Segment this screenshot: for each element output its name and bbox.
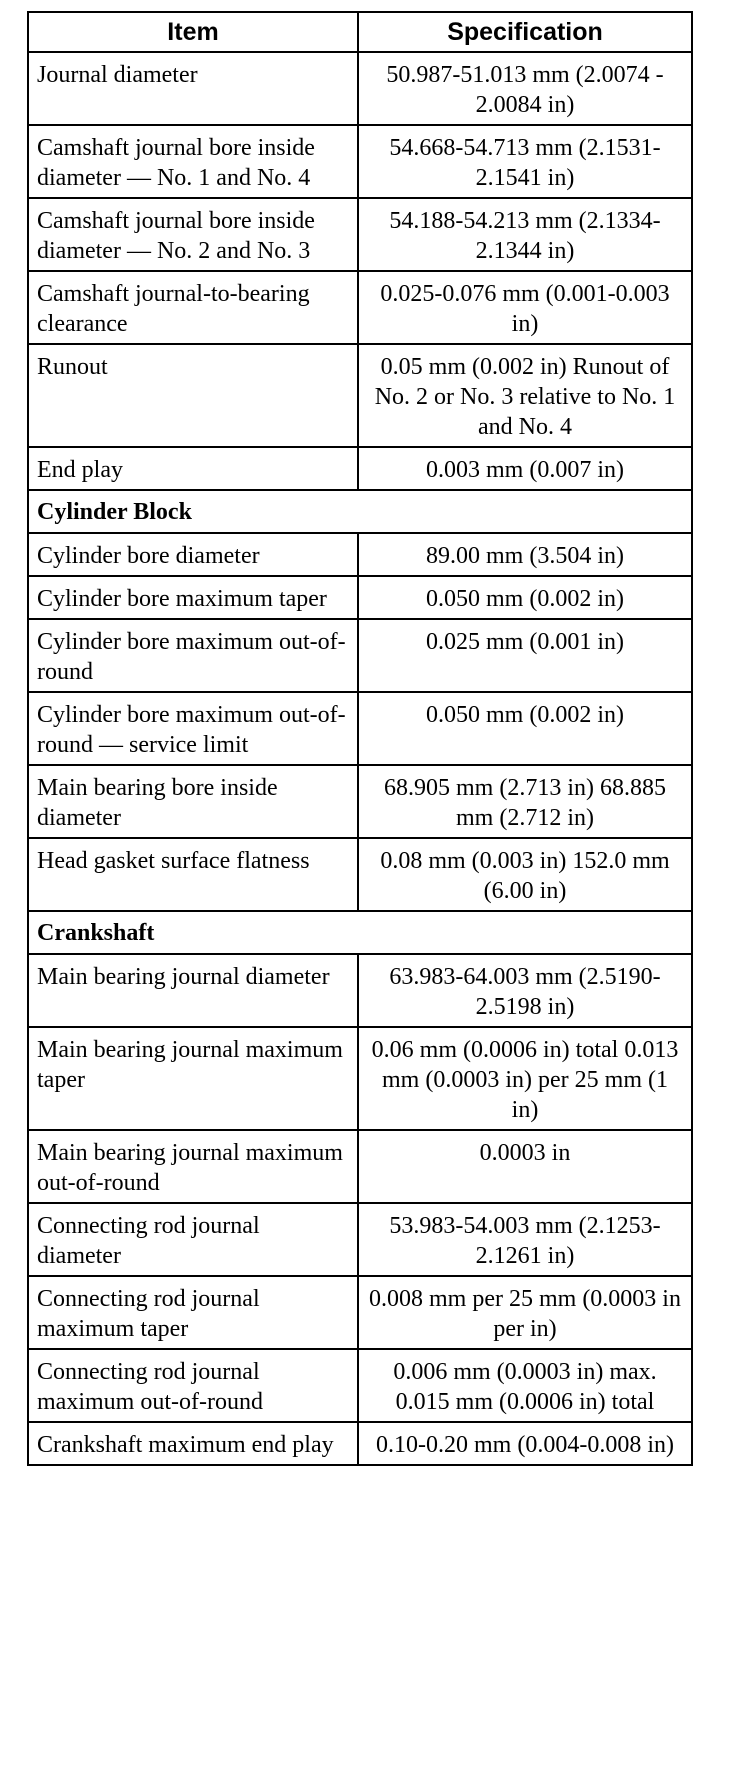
item-cell: Cylinder bore maximum out-of-round xyxy=(28,619,358,692)
table-row xyxy=(28,271,692,344)
item-cell: Main bearing bore inside diameter xyxy=(28,765,358,838)
section-header-row xyxy=(28,911,692,954)
specification-cell: 0.0003 in xyxy=(358,1130,692,1203)
table-row xyxy=(28,1276,692,1349)
table-row xyxy=(28,765,692,838)
table-row xyxy=(28,447,692,490)
specification-cell: 89.00 mm (3.504 in) xyxy=(358,533,692,576)
table-row xyxy=(28,1422,692,1465)
item-cell: Connecting rod journal maximum out-of-round xyxy=(28,1349,358,1422)
item-cell: Camshaft journal-to-bearing clearance xyxy=(28,271,358,344)
specification-cell: 0.08 mm (0.003 in) 152.0 mm (6.00 in) xyxy=(358,838,692,911)
specification-cell: 0.006 mm (0.0003 in) max. 0.015 mm (0.0006 in) total xyxy=(358,1349,692,1422)
item-cell: Crankshaft maximum end play xyxy=(28,1422,358,1465)
table-row xyxy=(28,576,692,619)
specification-cell: 0.050 mm (0.002 in) xyxy=(358,576,692,619)
specification-cell: 0.050 mm (0.002 in) xyxy=(358,692,692,765)
item-cell: Camshaft journal bore inside diameter — No. 2 and No. 3 xyxy=(28,198,358,271)
item-cell: Cylinder bore maximum taper xyxy=(28,576,358,619)
item-cell: Main bearing journal maximum out-of-round xyxy=(28,1130,358,1203)
item-cell: Cylinder bore maximum out-of-round — service limit xyxy=(28,692,358,765)
specification-cell: 68.905 mm (2.713 in) 68.885 mm (2.712 in) xyxy=(358,765,692,838)
specification-cell: 0.025-0.076 mm (0.001-0.003 in) xyxy=(358,271,692,344)
table-row xyxy=(28,198,692,271)
item-cell: Cylinder bore diameter xyxy=(28,533,358,576)
table-row xyxy=(28,838,692,911)
item-cell: Camshaft journal bore inside diameter — No. 1 and No. 4 xyxy=(28,125,358,198)
table-row xyxy=(28,954,692,1027)
item-cell: Head gasket surface flatness xyxy=(28,838,358,911)
table-row xyxy=(28,1203,692,1276)
specification-cell: 53.983-54.003 mm (2.1253-2.1261 in) xyxy=(358,1203,692,1276)
specification-cell: 0.025 mm (0.001 in) xyxy=(358,619,692,692)
specification-cell: 0.003 mm (0.007 in) xyxy=(358,447,692,490)
specification-cell: 54.668-54.713 mm (2.1531-2.1541 in) xyxy=(358,125,692,198)
specification-cell: 63.983-64.003 mm (2.5190-2.5198 in) xyxy=(358,954,692,1027)
item-cell: Main bearing journal diameter xyxy=(28,954,358,1027)
section-title: Crankshaft xyxy=(28,911,692,954)
specification-cell: 0.05 mm (0.002 in) Runout of No. 2 or No. 3 relative to No. 1 and No. 4 xyxy=(358,344,692,447)
item-cell: Journal diameter xyxy=(28,52,358,125)
table-row xyxy=(28,1349,692,1422)
item-cell: End play xyxy=(28,447,358,490)
table-row xyxy=(28,533,692,576)
item-column-header: Item xyxy=(28,12,358,52)
table-row xyxy=(28,692,692,765)
specification-cell: 0.008 mm per 25 mm (0.0003 in per in) xyxy=(358,1276,692,1349)
specification-cell: 54.188-54.213 mm (2.1334-2.1344 in) xyxy=(358,198,692,271)
table-row xyxy=(28,344,692,447)
item-cell: Connecting rod journal maximum taper xyxy=(28,1276,358,1349)
table-body xyxy=(28,52,692,1465)
specification-cell: 0.10-0.20 mm (0.004-0.008 in) xyxy=(358,1422,692,1465)
specification-table xyxy=(27,11,693,1466)
table-row xyxy=(28,619,692,692)
section-header-row xyxy=(28,490,692,533)
specification-cell: 0.06 mm (0.0006 in) total 0.013 mm (0.0003 in) per 25 mm (1 in) xyxy=(358,1027,692,1130)
item-cell: Main bearing journal maximum taper xyxy=(28,1027,358,1130)
specification-column-header: Specification xyxy=(358,12,692,52)
table-row xyxy=(28,125,692,198)
specification-cell: 50.987-51.013 mm (2.0074 - 2.0084 in) xyxy=(358,52,692,125)
table-row xyxy=(28,1130,692,1203)
header-row xyxy=(28,12,692,52)
item-cell: Connecting rod journal diameter xyxy=(28,1203,358,1276)
section-title: Cylinder Block xyxy=(28,490,692,533)
table-row xyxy=(28,1027,692,1130)
table-row xyxy=(28,52,692,125)
item-cell: Runout xyxy=(28,344,358,447)
